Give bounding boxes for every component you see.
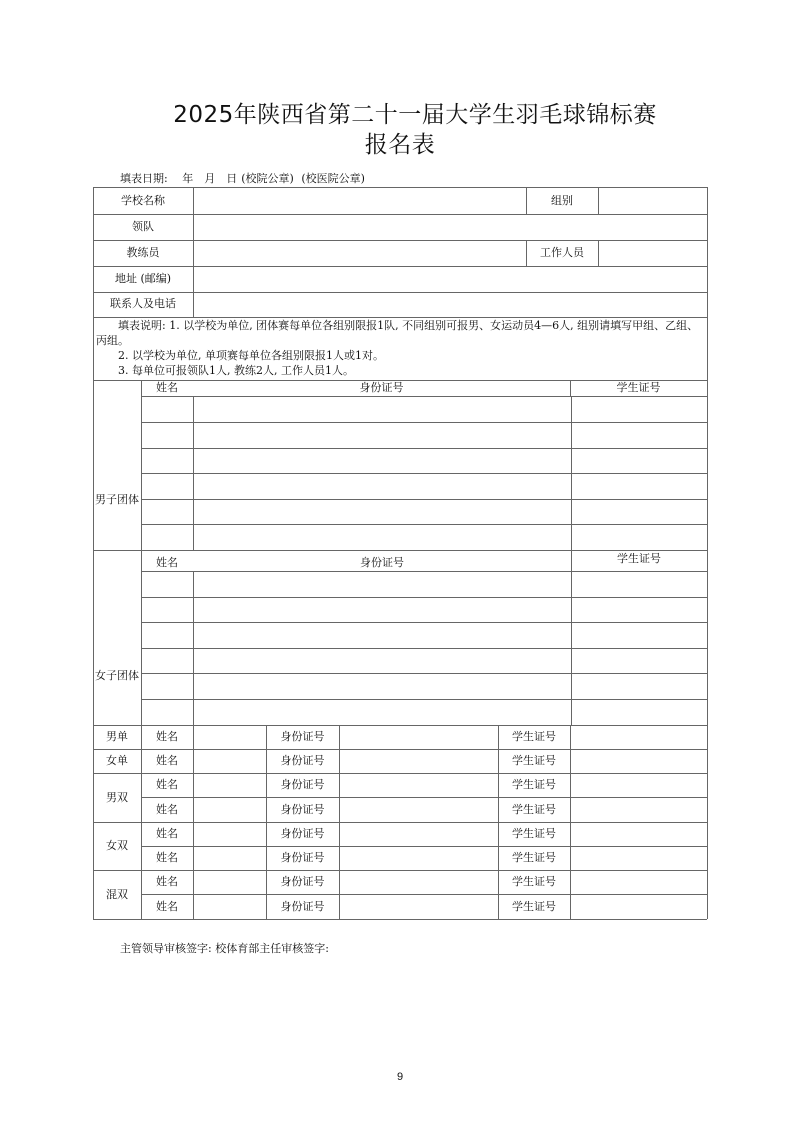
individual-student-label: 学生证号 — [512, 875, 556, 888]
men-team-label: 男子团体 — [95, 493, 139, 506]
school-name-field[interactable] — [194, 188, 525, 213]
womens-singles-label: 女单 — [106, 754, 128, 767]
title-line-1: 2025年陕西省第二十一届大学生羽毛球锦标赛 — [173, 102, 657, 128]
fill-date-label: 填表日期: — [120, 172, 168, 185]
leader-label: 领队 — [132, 220, 154, 233]
address-label: 地址 (邮编) — [114, 272, 172, 285]
individual-student-label: 学生证号 — [512, 900, 556, 913]
individual-name-label: 姓名 — [156, 754, 178, 767]
individual-id-label: 身份证号 — [280, 778, 325, 791]
fill-instructions — [96, 318, 708, 378]
contact-label: 联系人及电话 — [110, 297, 176, 310]
individual-name-label: 姓名 — [156, 827, 178, 840]
leader-field[interactable] — [194, 215, 706, 239]
individual-student-label: 学生证号 — [512, 827, 556, 840]
page-number: 9 — [396, 1071, 404, 1083]
instruction-1: 填表说明: 1. 以学校为单位, 团体赛每单位各组别限报1队, 不同组别可报男、女运动员4—6人, 组别请填写甲组、乙组、丙组。 — [96, 319, 699, 347]
staff-field[interactable] — [599, 241, 706, 265]
individual-name-label: 姓名 — [156, 851, 178, 864]
instruction-2: 2. 以学校为单位, 单项赛每单位各组别限报1人或1对。 — [118, 349, 384, 362]
group-label: 组别 — [551, 194, 573, 207]
instruction-3: 3. 每单位可报领队1人, 教练2人, 工作人员1人。 — [118, 364, 354, 377]
clinic-seal-label: (校医院公章) — [301, 172, 365, 185]
year-label: 年 — [182, 172, 194, 185]
individual-student-label: 学生证号 — [512, 803, 556, 816]
womens-doubles-label: 女双 — [106, 839, 128, 852]
men-team-name-header: 姓名 — [156, 381, 178, 394]
month-label: 月 — [204, 172, 216, 185]
individual-student-label: 学生证号 — [512, 778, 556, 791]
title-line-2: 报名表 — [364, 132, 436, 158]
women-team-id-header: 身份证号 — [360, 556, 404, 569]
individual-id-label: 身份证号 — [280, 900, 325, 913]
individual-student-label: 学生证号 — [512, 851, 556, 864]
group-field[interactable] — [599, 188, 706, 213]
women-team-label: 女子团体 — [95, 669, 139, 682]
school-name-label: 学校名称 — [121, 194, 165, 207]
individual-id-label: 身份证号 — [280, 827, 325, 840]
address-field[interactable] — [194, 267, 706, 291]
school-seal-label: (校院公章) — [241, 172, 294, 185]
mixed-doubles-label: 混双 — [106, 888, 128, 901]
contact-field[interactable] — [194, 293, 706, 316]
coach-label: 教练员 — [126, 246, 160, 259]
individual-name-label: 姓名 — [156, 900, 178, 913]
individual-name-label: 姓名 — [156, 778, 178, 791]
coach-field[interactable] — [194, 241, 525, 265]
individual-student-label: 学生证号 — [512, 730, 556, 743]
individual-id-label: 身份证号 — [280, 875, 325, 888]
mens-singles-label: 男单 — [106, 730, 128, 743]
individual-id-label: 身份证号 — [280, 730, 325, 743]
men-team-student-header: 学生证号 — [616, 381, 661, 394]
mens-doubles-label: 男双 — [106, 791, 128, 804]
staff-label: 工作人员 — [540, 246, 584, 259]
women-team-student-header: 学生证号 — [617, 552, 661, 565]
individual-student-label: 学生证号 — [512, 754, 556, 767]
signature-line: 主管领导审核签字: 校体育部主任审核签字: — [120, 942, 329, 955]
individual-id-label: 身份证号 — [280, 754, 325, 767]
men-team-id-header: 身份证号 — [359, 381, 404, 394]
day-label: 日 — [226, 172, 238, 185]
individual-name-label: 姓名 — [156, 730, 178, 743]
individual-name-label: 姓名 — [156, 803, 178, 816]
women-team-name-header: 姓名 — [156, 556, 178, 569]
individual-id-label: 身份证号 — [280, 851, 325, 864]
individual-id-label: 身份证号 — [280, 803, 325, 816]
individual-name-label: 姓名 — [156, 875, 178, 888]
